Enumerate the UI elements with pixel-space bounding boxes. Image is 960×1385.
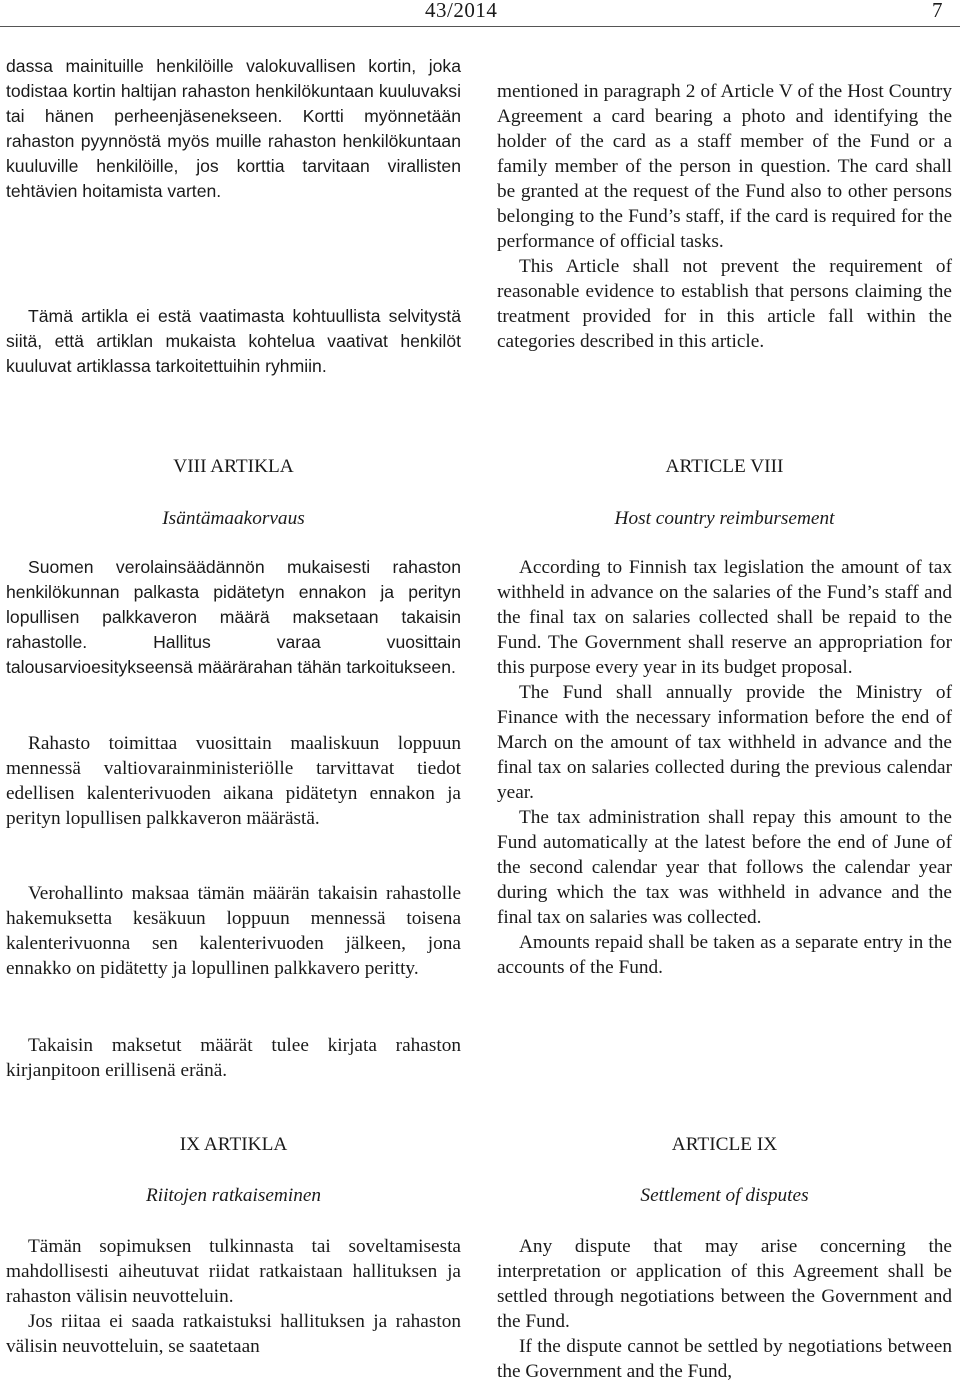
header-rule bbox=[0, 26, 960, 27]
fi-article-8-title: Isäntämaakorvaus bbox=[162, 508, 305, 529]
fi-intro-paragraph-2: Tämä artikla ei estä vaatimasta kohtuullista selvitystä siitä, että artiklan mukaista kohtelua vaativat henkilöt kuuluvat artiklassa tarkoitettuihin ryhmiin. bbox=[6, 306, 461, 376]
en-intro-paragraph-2: This Article shall not prevent the requirement of reasonable evidence to establish that persons claiming the treatment provided for in this article fall within the categories described in this article. bbox=[497, 256, 952, 352]
en-article-8-paragraph-1: According to Finnish tax legislation the amount of tax withheld in advance on the salaries of the Fund’s staff and the final tax on salaries collected shall be repaid to the Fund. The Government shall reserve an appropriation for this purpose every year in its budget proposal. bbox=[497, 557, 952, 678]
fi-article-8-paragraph-4: Takaisin maksetut määrät tulee kirjata rahaston kirjanpitoon erillisenä eränä. bbox=[6, 1035, 461, 1081]
en-intro-paragraph: mentioned in paragraph 2 of Article V of the Host Country Agreement a card bearing a photo and identifying the holder of the card as a staff member of the Fund or a family member of the person in question. The card shall be granted at the request of the Fund also to other persons belonging to the Fund’s staff, if the card is required for the performance of official tasks. bbox=[497, 81, 952, 252]
en-article-8-heading: ARTICLE VIII bbox=[665, 456, 784, 477]
page-number: 7 bbox=[932, 0, 943, 22]
fi-article-8-paragraph-2: Rahasto toimittaa vuosittain maaliskuun loppuun mennessä valtiovarainministeriölle tarvittavat tiedot edellisen kalenterivuoden aikana pidätetyn ennakon ja perityn lopullisen palkkaveron määrästä. bbox=[6, 733, 461, 829]
en-article-8-title: Host country reimbursement bbox=[614, 508, 835, 529]
en-article-8-paragraph-3: The tax administration shall repay this amount to the Fund automatically at the latest before the end of June of the second calendar year that follows the calendar year during which the tax was withheld in advance and the final tax on salaries was collected. bbox=[497, 807, 952, 928]
en-article-8-paragraph-4: Amounts repaid shall be taken as a separate entry in the accounts of the Fund. bbox=[497, 932, 952, 978]
fi-article-9-heading: IX ARTIKLA bbox=[179, 1134, 288, 1155]
fi-article-9-paragraph-1: Tämän sopimuksen tulkinnasta tai soveltamisesta mahdollisesti aiheutuvat riidat ratkaistaan hallituksen ja rahaston välisin neuvotteluin. bbox=[6, 1236, 461, 1307]
fi-article-8-heading: VIII ARTIKLA bbox=[173, 456, 294, 477]
en-article-9-paragraph-2: If the dispute cannot be settled by negotiations between the Government and the Fund, bbox=[497, 1336, 952, 1382]
en-article-8-paragraph-2: The Fund shall annually provide the Ministry of Finance with the necessary information before the end of March on the amount of tax withheld in advance and the final tax on salaries collected during the previous calendar year. bbox=[497, 682, 952, 803]
en-article-9-paragraph-1: Any dispute that may arise concerning the interpretation or application of this Agreement shall be settled through negotiations between the Government and the Fund. bbox=[497, 1236, 952, 1332]
issue-number: 43/2014 bbox=[425, 0, 498, 22]
en-article-9-heading: ARTICLE IX bbox=[671, 1134, 778, 1155]
fi-intro-paragraph: dassa mainituille henkilöille valokuvallisen kortin, joka todistaa kortin haltijan rahaston henkilökuntaan kuuluvaksi tai hänen perheenjäsenekseen. Kortti myönnetään rahaston pyynnöstä myös muille rahaston henkilökuntaan kuuluville henkilöille, jos korttia tarvitaan virallisten tehtävien hoitamista varten. bbox=[6, 56, 461, 201]
fi-article-8-paragraph-3: Verohallinto maksaa tämän määrän takaisin rahastolle hakemuksetta kesäkuun loppuun mennessä toisena kalenterivuonna sen kalenterivuoden jälkeen, jona ennakko on pidätetty ja lopullinen palkkavero peritty. bbox=[6, 883, 461, 979]
fi-article-9-title: Riitojen ratkaiseminen bbox=[145, 1185, 322, 1206]
fi-article-8-paragraph-1: Suomen verolainsäädännön mukaisesti rahaston henkilökunnan palkasta pidätetyn ennakon ja perityn lopullisen palkkaveron määrä maksetaan takaisin rahastolle. Hallitus varaa vuosittain talousarvioesitykseensä määrärahan tähän tarkoitukseen. bbox=[6, 557, 461, 677]
fi-article-9-paragraph-2: Jos riitaa ei saada ratkaistuksi hallituksen ja rahaston välisin neuvotteluin, se saatetaan bbox=[6, 1311, 461, 1357]
en-article-9-title: Settlement of disputes bbox=[640, 1185, 809, 1206]
